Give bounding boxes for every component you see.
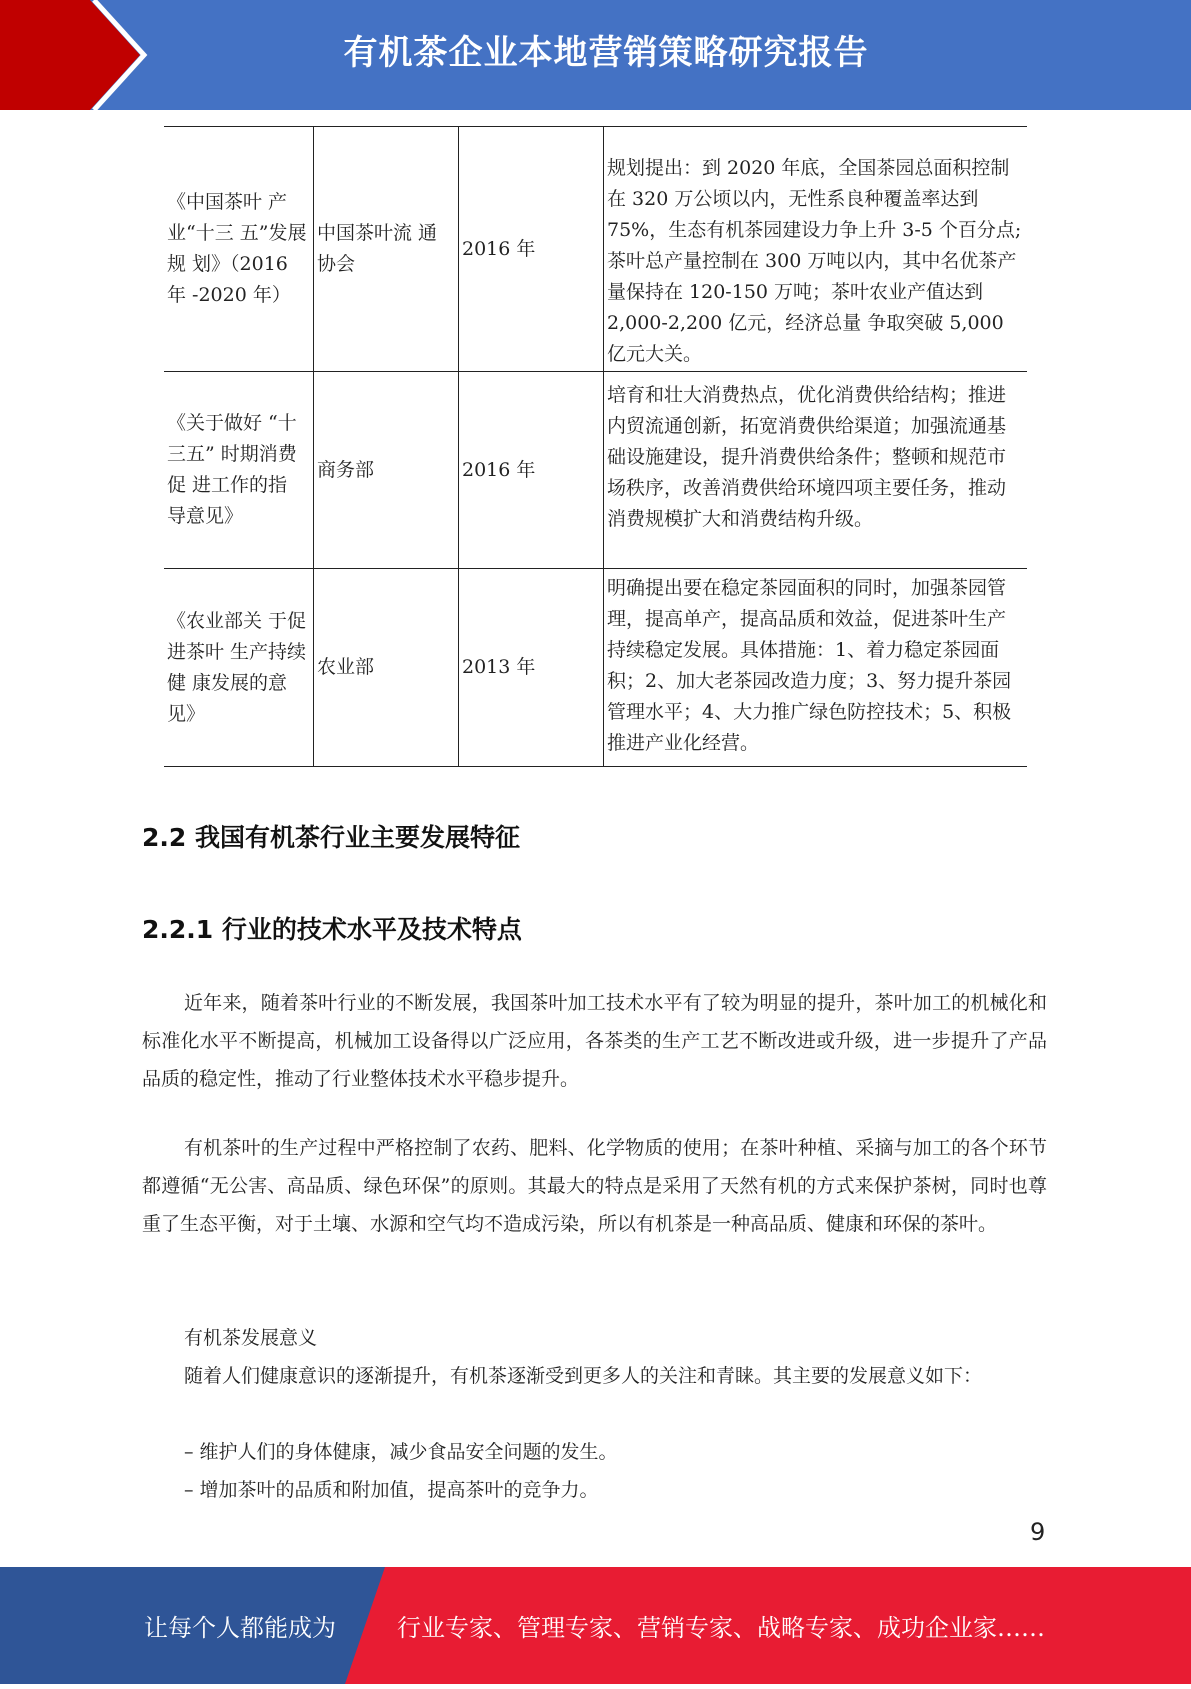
bullet-item: – 维护人们的身体健康，减少食品安全问题的发生。 — [184, 1441, 618, 1463]
bullet-item: – 增加茶叶的品质和附加值，提高茶叶的竞争力。 — [184, 1479, 599, 1501]
policy-desc-cell: 培育和壮大消费热点，优化消费供给结构；推进内贸流通创新，拓宽消费供给渠道；加强流通基础设施建设，提升消费供给条件；整顿和规范市场秩序，改善消费供给环境四项主要任务，推动消费规模扩大和消费结构升级。 — [604, 372, 1028, 569]
table-row — [164, 127, 1027, 372]
section-heading: 2.2 我国有机茶行业主要发展特征 — [142, 823, 520, 852]
header-banner — [0, 0, 1191, 110]
policy-org-cell: 商务部 — [314, 372, 459, 569]
subsection-heading: 2.2.1 行业的技术水平及技术特点 — [142, 915, 522, 944]
policy-desc-cell: 规划提出：到 2020 年底，全国茶园总面积控制在 320 万公顷以内，无性系良种覆盖率达到 75%，生态有机茶园建设力争上升 3-5 个百分点;茶叶总产量控制在 300 万吨以内，其中名优茶产量保持在 120-150 万吨；茶叶农业产值达到 2,000-2,200 亿元，经济总量 争取突破 5,000 亿元大关。 — [604, 127, 1028, 372]
policy-desc-cell: 明确提出要在稳定茶园面积的同时，加强茶园管理，提高单产，提高品质和效益，促进茶叶生产持续稳定发展。具体措施：1、着力稳定茶园面积；2、加大老茶园改造力度；3、努力提升茶园管理水平；4、大力推广绿色防控技术；5、积极推进产业化经营。 — [604, 569, 1028, 767]
policy-year-cell: 2013 年 — [459, 569, 604, 767]
paragraph-tech-level: 近年来，随着茶叶行业的不断发展，我国茶叶加工技术水平有了较为明显的提升，茶叶加工的机械化和标准化水平不断提高，机械加工设备得以广泛应用，各茶类的生产工艺不断改进或升级，进一步提升了产品品质的稳定性，推动了行业整体技术水平稳步提升。 — [142, 992, 1047, 1090]
policy-org-cell: 农业部 — [314, 569, 459, 767]
footer-slogan-right: 行业专家、管理专家、营销专家、战略专家、成功企业家…… — [397, 1614, 1045, 1642]
policy-name-cell: 《农业部关 于促进茶叶 生产持续健 康发展的意 见》 — [164, 569, 314, 767]
policy-year-cell: 2016 年 — [459, 127, 604, 372]
footer-slogan-left: 让每个人都能成为 — [144, 1614, 336, 1642]
page-number: 9 — [1030, 1518, 1046, 1546]
policy-table — [164, 126, 1027, 767]
policy-name-cell: 《关于做好 “十三五” 时期消费促 进工作的指 导意见》 — [164, 372, 314, 569]
table-row — [164, 569, 1027, 767]
table-row — [164, 372, 1027, 569]
footer-banner — [0, 1567, 1191, 1684]
sub-title: 有机茶发展意义 — [184, 1327, 318, 1349]
page-header-title: 有机茶企业本地营销策略研究报告 — [343, 33, 869, 73]
policy-name-cell: 《中国茶叶 产业“十三 五”发展规 划》（2016 年 -2020 年） — [164, 127, 314, 372]
policy-org-cell: 中国茶叶流 通协会 — [314, 127, 459, 372]
policy-year-cell: 2016 年 — [459, 372, 604, 569]
paragraph-significance: 随着人们健康意识的逐渐提升，有机茶逐渐受到更多人的关注和青睐。其主要的发展意义如下： — [184, 1365, 983, 1387]
paragraph-organic-production: 有机茶叶的生产过程中严格控制了农药、肥料、化学物质的使用；在茶叶种植、采摘与加工的各个环节都遵循“无公害、高品质、绿色环保”的原则。其最大的特点是采用了天然有机的方式来保护茶树，同时也尊重了生态平衡，对于土壤、水源和空气均不造成污染，所以有机茶是一种高品质、健康和环保的茶叶。 — [142, 1137, 1047, 1235]
